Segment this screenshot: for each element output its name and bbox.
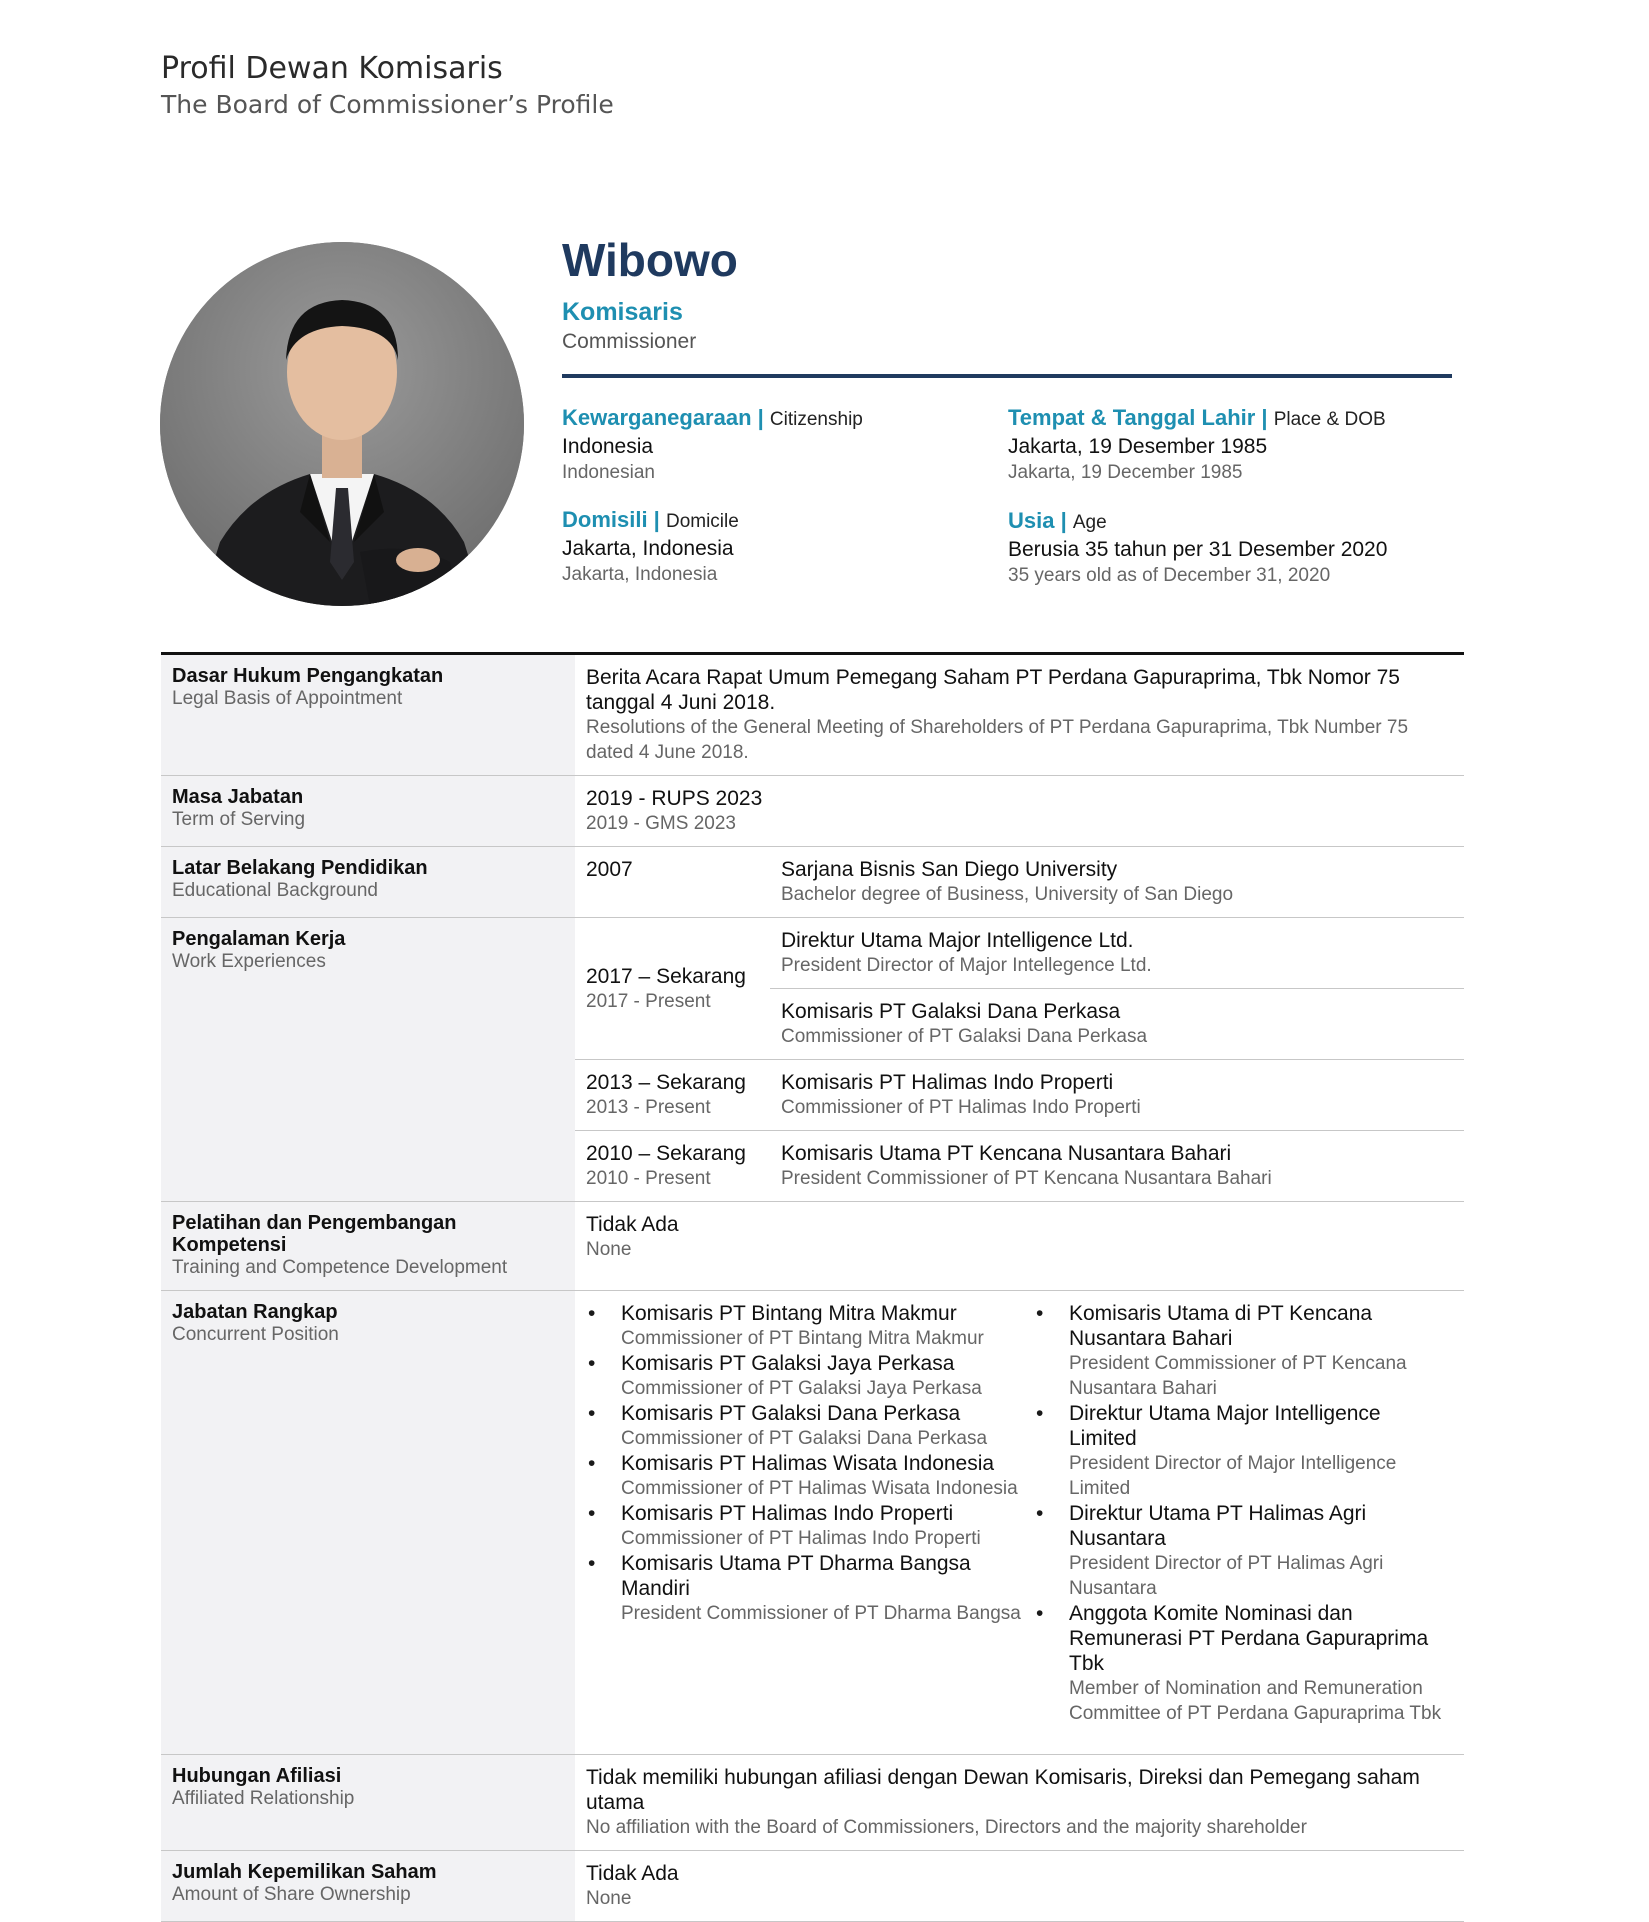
- fact-age: [1008, 507, 1458, 589]
- work-year-en: 2013 - Present: [586, 1097, 711, 1118]
- fact-value: Indonesia: [562, 435, 654, 458]
- row-label: Masa Jabatan: [172, 786, 304, 808]
- row-label-en: Concurrent Position: [172, 1324, 339, 1345]
- row-label: Dasar Hukum Pengangkatan: [172, 665, 444, 687]
- row-value: Tidak memiliki hubungan afiliasi dengan Dewan Komisaris, Direksi dan Pemegang saham utama: [586, 1766, 1420, 1814]
- work-position-en: President Director of Major Intellegence Ltd.: [781, 955, 1152, 976]
- row-label: Jabatan Rangkap: [172, 1301, 338, 1323]
- work-position: Direktur Utama Major Intelligence Ltd.: [781, 929, 1134, 952]
- page-header: [161, 50, 614, 122]
- row-label-en: Amount of Share Ownership: [172, 1884, 411, 1905]
- fact-label: Domisili |: [562, 507, 660, 532]
- work-position: Komisaris PT Halimas Indo Properti: [781, 1071, 1114, 1094]
- bullet-icon: •: [588, 1302, 596, 1325]
- row-label-en: Educational Background: [172, 880, 378, 901]
- fact-value-en: 35 years old as of December 31, 2020: [1008, 565, 1331, 586]
- row-label-en: Legal Basis of Appointment: [172, 688, 403, 709]
- profile-info-table: [161, 652, 1464, 1922]
- work-year-en: 2017 - Present: [586, 990, 711, 1012]
- page-title: Profil Dewan Komisaris: [161, 51, 503, 86]
- row-value-en: None: [586, 1239, 632, 1260]
- work-position: Komisaris PT Galaksi Dana Perkasa: [781, 1000, 1121, 1023]
- table-row-education: [161, 847, 1464, 918]
- fact-citizenship: [562, 404, 1002, 486]
- table-row-concurrent: [161, 1291, 1464, 1755]
- concurrent-column-right: [1034, 1301, 1454, 1726]
- table-row-term: [161, 776, 1464, 847]
- bullet-icon: •: [588, 1502, 596, 1525]
- fact-value: Jakarta, 19 Desember 1985: [1008, 435, 1268, 458]
- table-row-shares: [161, 1851, 1464, 1922]
- work-position-en: Commissioner of PT Galaksi Dana Perkasa: [781, 1026, 1148, 1047]
- work-year: 2017 – Sekarang: [586, 964, 746, 988]
- row-value: Tidak Ada: [586, 1213, 679, 1236]
- bullet-icon: •: [1036, 1302, 1044, 1325]
- list-item: • Komisaris PT Halimas Wisata Indonesia Commissioner of PT Halimas Wisata Indonesia: [588, 1452, 1018, 1499]
- work-position-en: President Commissioner of PT Kencana Nusantara Bahari: [781, 1168, 1272, 1189]
- bullet-icon: •: [1036, 1402, 1044, 1425]
- row-label-en: Affiliated Relationship: [172, 1788, 355, 1809]
- table-row-training: [161, 1202, 1464, 1291]
- fact-label: Usia |: [1008, 508, 1067, 533]
- role-title: Komisaris: [562, 298, 683, 326]
- row-label: Jumlah Kepemilikan Saham: [172, 1861, 437, 1883]
- fact-dob: [1008, 404, 1458, 486]
- fact-label: Tempat & Tanggal Lahir |: [1008, 405, 1268, 430]
- work-position: Komisaris Utama PT Kencana Nusantara Bahari: [781, 1142, 1232, 1165]
- work-year-en: 2010 - Present: [586, 1168, 711, 1189]
- row-label: Hubungan Afiliasi: [172, 1765, 342, 1787]
- bullet-icon: •: [588, 1352, 596, 1375]
- page-subtitle: The Board of Commissioner’s Profile: [161, 90, 614, 119]
- bullet-icon: •: [588, 1402, 596, 1425]
- row-value: Tidak Ada: [586, 1862, 679, 1885]
- role-title-en: Commissioner: [562, 330, 697, 353]
- row-label-en: Term of Serving: [172, 809, 306, 830]
- heading-divider: [562, 374, 1452, 378]
- bullet-icon: •: [1036, 1602, 1044, 1625]
- list-item: • Komisaris Utama di PT Kencana Nusantara Bahari President Commissioner of PT Kencana Nusantara Bahari: [1036, 1302, 1407, 1399]
- list-item: • Direktur Utama Major Intelligence Limited President Director of Major Intelligence Limited: [1036, 1402, 1397, 1499]
- row-value: Berita Acara Rapat Umum Pemegang Saham PT Perdana Gapuraprima, Tbk Nomor 75 tanggal 4 Juni 2018.: [586, 666, 1400, 714]
- list-item: • Komisaris PT Galaksi Jaya Perkasa Commissioner of PT Galaksi Jaya Perkasa: [588, 1352, 982, 1399]
- education-degree-en: Bachelor degree of Business, University of San Diego: [781, 884, 1234, 905]
- fact-label: Kewarganegaraan |: [562, 405, 764, 430]
- row-value-en: Resolutions of the General Meeting of Shareholders of PT Perdana Gapuraprima, Tbk Number 75 dated 4 June 2018.: [586, 717, 1409, 763]
- fact-value: Berusia 35 tahun per 31 Desember 2020: [1008, 538, 1388, 561]
- fact-value-en: Jakarta, Indonesia: [562, 564, 718, 585]
- list-item: • Anggota Komite Nominasi dan Remunerasi PT Perdana Gapuraprima Tbk Member of Nomination and Remuneration Committee of PT Perdana Gapuraprima Tbk: [1036, 1602, 1442, 1724]
- concurrent-position-list: [586, 1301, 1454, 1726]
- profile-photo: [160, 242, 524, 606]
- row-value: 2019 - RUPS 2023: [586, 787, 763, 810]
- row-label: Pengalaman Kerja: [172, 928, 346, 950]
- bullet-icon: •: [588, 1552, 596, 1575]
- concurrent-column-left: [586, 1301, 1034, 1726]
- row-value-en: None: [586, 1888, 632, 1909]
- work-year: 2013 – Sekarang: [586, 1071, 746, 1094]
- fact-label-en: Age: [1072, 512, 1107, 533]
- bullet-icon: •: [1036, 1502, 1044, 1525]
- row-label-en: Work Experiences: [172, 951, 326, 972]
- work-position-en: Commissioner of PT Halimas Indo Properti: [781, 1097, 1141, 1118]
- row-label: Pelatihan dan Pengembangan Kompetensi: [172, 1212, 457, 1256]
- list-item: • Komisaris PT Galaksi Dana Perkasa Commissioner of PT Galaksi Dana Perkasa: [588, 1402, 988, 1449]
- row-label: Latar Belakang Pendidikan: [172, 857, 428, 879]
- person-name: Wibowo: [562, 234, 738, 286]
- fact-value-en: Indonesian: [562, 462, 655, 483]
- list-item: • Komisaris PT Bintang Mitra Makmur Commissioner of PT Bintang Mitra Makmur: [588, 1302, 984, 1349]
- education-year: 2007: [586, 858, 633, 881]
- profile-heading: [562, 232, 1452, 356]
- work-year: 2010 – Sekarang: [586, 1142, 746, 1165]
- education-degree: Sarjana Bisnis San Diego University: [781, 858, 1118, 881]
- fact-label-en: Citizenship: [769, 409, 863, 430]
- fact-label-en: Domicile: [665, 511, 739, 532]
- fact-value: Jakarta, Indonesia: [562, 537, 734, 560]
- row-value-en: 2019 - GMS 2023: [586, 813, 736, 834]
- row-value-en: No affiliation with the Board of Commissioners, Directors and the majority shareholder: [586, 1817, 1307, 1838]
- list-item: • Komisaris PT Halimas Indo Properti Commissioner of PT Halimas Indo Properti: [588, 1502, 981, 1549]
- table-row-legal: [161, 654, 1464, 776]
- fact-domicile: [562, 506, 1002, 588]
- table-row-affiliation: [161, 1755, 1464, 1851]
- fact-value-en: Jakarta, 19 December 1985: [1008, 462, 1243, 483]
- fact-label-en: Place & DOB: [1273, 409, 1386, 430]
- row-label-en: Training and Competence Development: [172, 1257, 508, 1278]
- bullet-icon: •: [588, 1452, 596, 1475]
- list-item: • Komisaris Utama PT Dharma Bangsa Mandiri President Commissioner of PT Dharma Bangsa: [588, 1552, 1021, 1624]
- list-item: • Direktur Utama PT Halimas Agri Nusantara President Director of PT Halimas Agri Nusantara: [1036, 1502, 1384, 1599]
- table-row-work: [161, 918, 1464, 989]
